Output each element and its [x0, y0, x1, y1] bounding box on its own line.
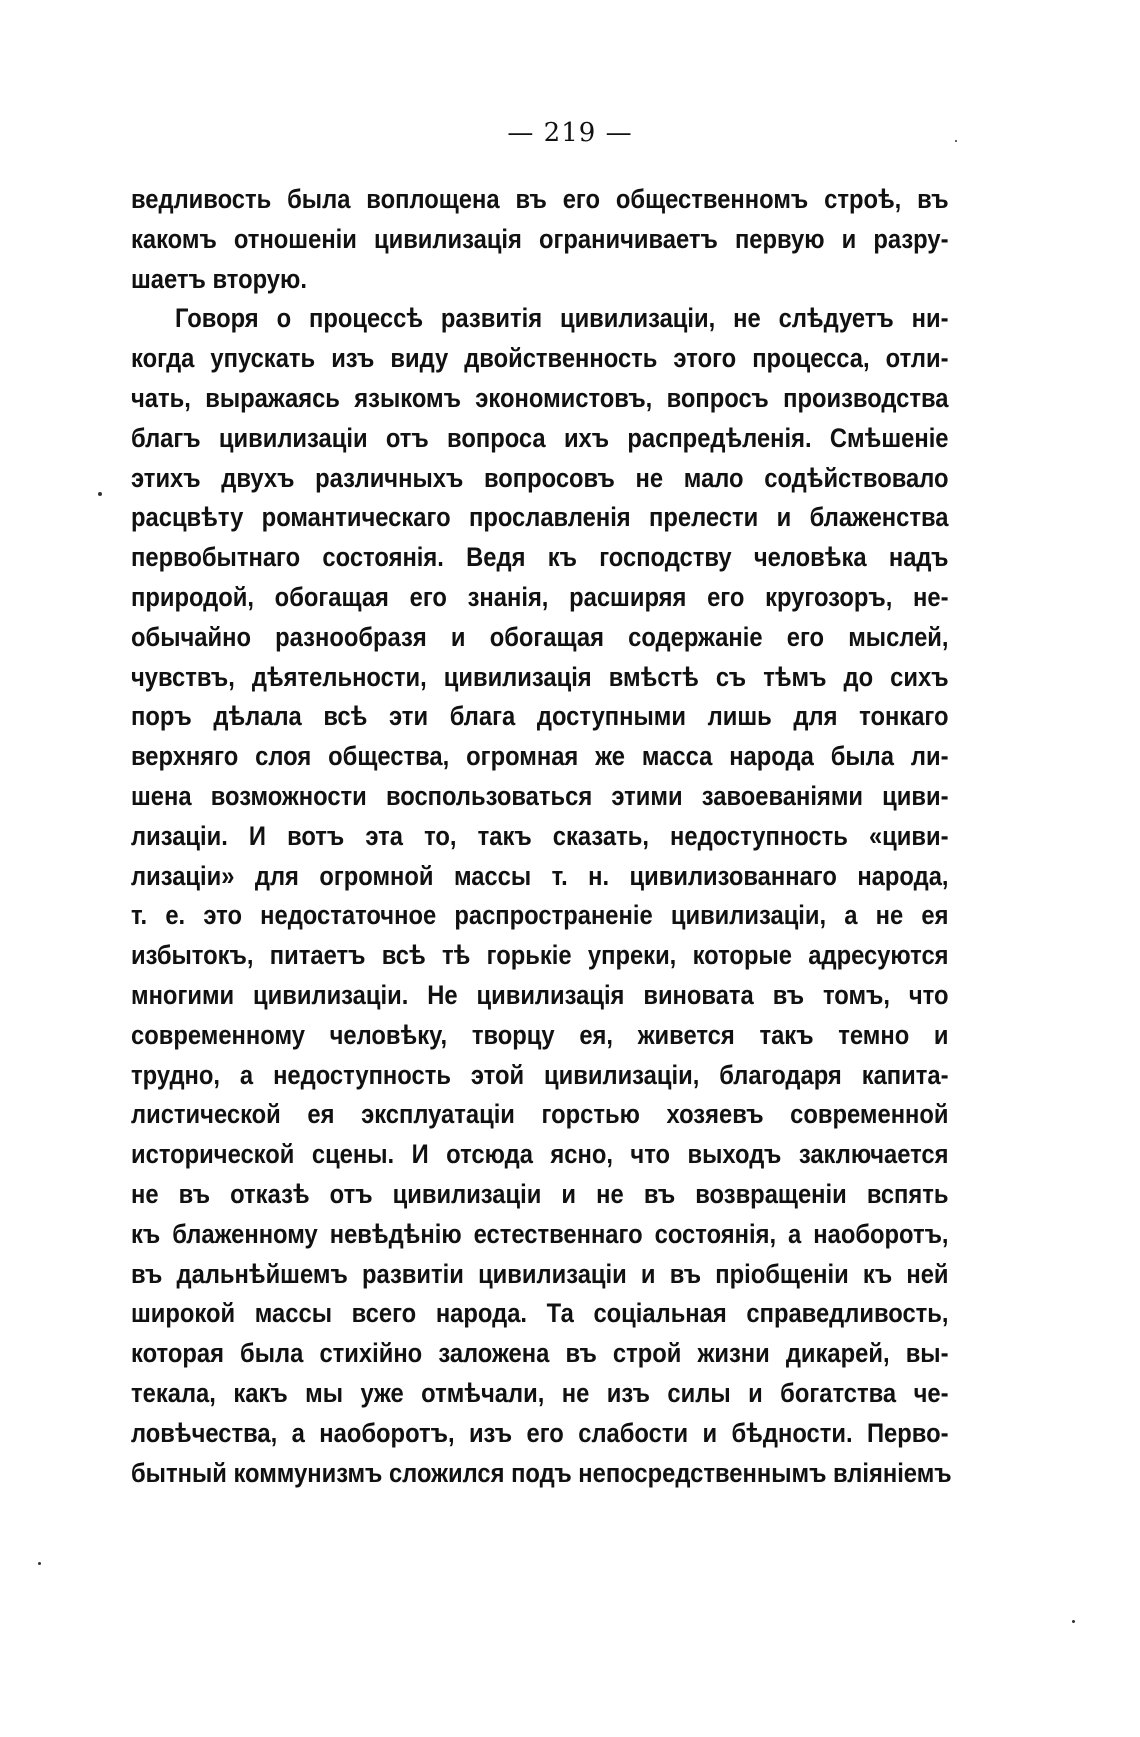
text-line: этихъ двухъ различныхъ вопросовъ не мало содѣйствовало: [131, 462, 949, 493]
text-line: верхняго слоя общества, огромная же масса народа была ли-: [131, 741, 949, 772]
text-line: которая была стихійно заложена въ строй жизни дикарей, вы-: [131, 1338, 949, 1369]
text-line: шена возможности воспользоваться этими завоеваніями циви-: [131, 780, 949, 811]
text-line: лизаціи. И вотъ эта то, такъ сказать, недоступность «циви-: [131, 820, 949, 851]
text-line: не въ отказѣ отъ цивилизаціи и не въ возвращеніи вспять: [131, 1178, 949, 1209]
text-line: избытокъ, питаетъ всѣ тѣ горькіе упреки, которые адресуются: [131, 940, 949, 971]
text-line: широкой массы всего народа. Та соціальная справедливость,: [131, 1298, 949, 1329]
text-line: обычайно разнообразя и обогащая содержаніе его мыслей,: [131, 621, 949, 652]
text-line: исторической сцены. И отсюда ясно, что выходъ заключается: [131, 1139, 949, 1170]
text-line: шаетъ вторую.: [131, 263, 307, 294]
text-line: благъ цивилизаціи отъ вопроса ихъ распредѣленія. Смѣшеніе: [131, 422, 949, 453]
text-line: чувствъ, дѣятельности, цивилизація вмѣстѣ съ тѣмъ до сихъ: [131, 661, 949, 692]
text-line: современному человѣку, творцу ея, живется такъ темно и: [131, 1019, 949, 1050]
text-line: какомъ отношеніи цивилизація ограничиваетъ первую и разру-: [131, 223, 949, 254]
scan-speck: [38, 1562, 41, 1565]
page-number: — 219 —: [507, 118, 633, 148]
text-line: въ дальнѣйшемъ развитіи цивилизаціи и въ пріобщеніи къ ней: [131, 1258, 949, 1289]
text-line: природой, обогащая его знанія, расширяя его кругозоръ, не-: [131, 581, 949, 612]
text-line: бытный коммунизмъ сложился подъ непосредственнымъ вліяніемъ: [131, 1457, 952, 1488]
text-line: расцвѣту романтическаго прославленія прелести и блаженства: [131, 502, 949, 533]
text-line: ведливость была воплощена въ его общественномъ строѣ, въ: [131, 184, 949, 214]
text-line: т. е. это недостаточное распространеніе цивилизаціи, а не ея: [131, 900, 949, 931]
scan-speck: [955, 140, 957, 142]
text-line: текала, какъ мы уже отмѣчали, не изъ силы и богатства че-: [131, 1377, 949, 1408]
text-line: поръ дѣлала всѣ эти блага доступными лишь для тонкаго: [131, 701, 949, 732]
body-text: [131, 180, 952, 1493]
scan-speck: [98, 492, 102, 496]
scan-speck: [1072, 1620, 1075, 1623]
text-line: лизаціи» для огромной массы т. н. цивилизованнаго народа,: [131, 860, 949, 891]
text-line: трудно, а недоступность этой цивилизаціи, благодаря капита-: [131, 1059, 949, 1090]
text-line: къ блаженному невѣдѣнію естественнаго состоянія, а наоборотъ,: [131, 1218, 949, 1249]
text-line: многими цивилизаціи. Не цивилизація виновата въ томъ, что: [131, 979, 949, 1010]
text-line: первобытнаго состоянія. Ведя къ господству человѣка надъ: [131, 542, 949, 573]
text-line: чать, выражаясь языкомъ экономистовъ, вопросъ производства: [131, 382, 949, 413]
text-line: когда упускать изъ виду двойственность этого процесса, отли-: [131, 343, 949, 374]
text-line: листической ея эксплуатаціи горстью хозяевъ современной: [131, 1099, 949, 1130]
text-line: ловѣчества, а наоборотъ, изъ его слабости и бѣдности. Перво-: [131, 1417, 949, 1448]
text-line: Говоря о процессѣ развитія цивилизаціи, не слѣдуетъ ни-: [175, 303, 949, 334]
